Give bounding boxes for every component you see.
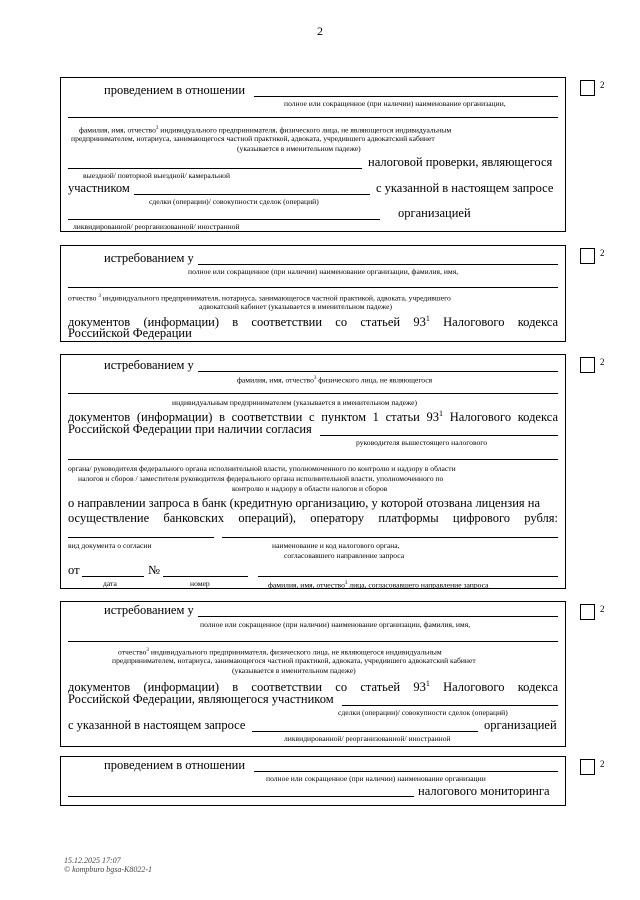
block4-line1-caption: полное или сокращенное (при наличии) наименование организации, фамилия, имя, (200, 620, 471, 629)
block5-line2-text: налогового мониторинга (418, 784, 550, 798)
fill-line[interactable] (198, 616, 558, 617)
block3-line1-caption: фамилия, имя, отчество$^3$ физического лица, не являющегося (237, 375, 433, 385)
block3-line3-text: документов (информации) в соответствии с пунктом 1 статьи $93^1$ Налогового кодекса (68, 409, 558, 425)
block1-line5-caption: выездной/ повторной выездной/ камеральной (83, 171, 231, 180)
block2-line2-caption: отчество $^3$ индивидуального предпринимателя, нотариуса, занимающегося частной практикой, адвоката, учредившего (68, 293, 451, 303)
block3-line4-caption: руководителя вышестоящего налогового (356, 438, 488, 447)
block3-line9-text: осуществление банковских операций), оператору платформы цифрового рубля: (68, 511, 558, 525)
block1-line7-text: организацией (398, 206, 471, 220)
block3-line11-num: № (148, 563, 160, 577)
footnote-marker: 2 (600, 80, 605, 90)
fill-line[interactable] (258, 576, 558, 577)
fill-line[interactable] (68, 537, 214, 538)
fill-line[interactable] (320, 435, 558, 436)
block3-line11-caption-fio: фамилия, имя, отчество$^3$ лица, согласовавшего направление запроса (268, 580, 489, 590)
fill-line[interactable] (134, 194, 370, 195)
block3-line5-caption: органа/ руководителя федерального органа исполнительной власти, уполномоченного по контролю и надзору в области (68, 464, 456, 473)
block2-line4-text: документов (информации) в соответствии со статьей $93^1$ Налогового кодекса (68, 314, 558, 330)
footer-source: © kompburo bgsa-K8022-1 (64, 865, 152, 874)
block1-line7-caption: ликвидированной/ реорганизованной/ иностранной (73, 222, 240, 231)
block-request-consent-checkbox[interactable] (580, 357, 595, 373)
block3-line10-caption-left: вид документа о согласии (68, 541, 152, 550)
block-tax-audit-checkbox[interactable] (580, 80, 595, 96)
block2-line5-text: Российской Федерации (68, 326, 192, 340)
block3-line11-from: от (68, 563, 80, 577)
block4-line6-caption: сделки (операции)/ совокупности сделок (операций) (338, 708, 508, 717)
block1-line2-caption: фамилия, имя, отчество$^3$ индивидуального предпринимателя, физического лица, не являющегося индивидуальным (79, 125, 452, 135)
fill-line[interactable] (254, 771, 558, 772)
block1-line6-right: с указанной в настоящем запросе (376, 181, 554, 195)
footer-timestamp: 15.12.2025 17:07 (64, 856, 121, 865)
fill-line[interactable] (68, 287, 558, 288)
block2-line1-text: истребованием у (104, 251, 194, 265)
block3-line11-caption-date: дата (103, 579, 117, 588)
block3-line10-caption-right-1: наименование и код налогового органа, (272, 541, 400, 550)
fill-line[interactable] (342, 705, 558, 706)
block3-line11-caption-number: номер (190, 579, 210, 588)
fill-line[interactable] (198, 264, 558, 265)
footnote-marker: 2 (600, 248, 605, 258)
fill-line[interactable] (163, 576, 248, 577)
block4-line7-left: с указанной в настоящем запросе (68, 718, 246, 732)
block-request-93-1-checkbox[interactable] (580, 248, 595, 264)
fill-line[interactable] (222, 537, 558, 538)
footnote-marker: 2 (600, 759, 605, 769)
block4-line4-caption: (указывается в именительном падеже) (232, 666, 356, 675)
block4-line2-caption: отчество$^3$ индивидуального предпринимателя, физического лица, не являющегося индивидуальным (118, 647, 442, 657)
block4-line7-right: организацией (484, 718, 557, 732)
block1-line6-left: участником (68, 181, 130, 195)
fill-line[interactable] (68, 796, 414, 797)
block3-line4-text: Российской Федерации при наличии согласия (68, 422, 312, 436)
fill-line[interactable] (68, 641, 558, 642)
block2-line1-caption: полное или сокращенное (при наличии) наименование организации, фамилия, имя, (188, 267, 459, 276)
fill-line[interactable] (68, 117, 558, 118)
block4-line6-text: Российской Федерации, являющегося участником (68, 692, 334, 706)
block3-line7-caption: контролю и надзору в области налогов и сборов (232, 484, 388, 493)
fill-line[interactable] (68, 168, 362, 169)
block1-line3-caption: предпринимателем, нотариуса, занимающегося частной практикой, адвоката, учредившего адвокатский кабинет (71, 134, 435, 143)
block1-line4-caption: (указывается в именительном падеже) (237, 144, 361, 153)
block-tax-monitoring-checkbox[interactable] (580, 759, 595, 775)
block5-line1-caption: полное или сокращенное (при наличии) наименование организации (266, 774, 486, 783)
footnote-marker: 2 (600, 357, 605, 367)
block3-line6-caption: налогов и сборов / заместителя руководителя федерального органа исполнительной власти, уполномоченного по (78, 474, 444, 483)
block4-line3-caption: предпринимателем, нотариуса, занимающегося частной практикой, адвоката, учредившего адвокатский кабинет (112, 656, 476, 665)
page-number: 2 (317, 24, 323, 38)
fill-line[interactable] (68, 459, 558, 460)
block4-line7-caption: ликвидированной/ реорганизованной/ иностранной (284, 734, 451, 743)
block3-line1-text: истребованием у (104, 358, 194, 372)
block1-line1-text: проведением в отношении (104, 83, 246, 97)
block1-line5-text: налоговой проверки, являющегося (368, 155, 553, 169)
fill-line[interactable] (82, 576, 144, 577)
block3-line8-text: о направлении запроса в банк (кредитную организацию, у которой отозвана лицензия на (68, 496, 541, 510)
footnote-marker: 2 (600, 604, 605, 614)
block3-line10-caption-right-2: согласовавшего направление запроса (284, 551, 405, 560)
block1-line1-caption: полное или сокращенное (при наличии) наименование организации, (284, 99, 506, 108)
fill-line[interactable] (198, 371, 558, 372)
block4-line5-text: документов (информации) в соответствии со статьей $93^1$ Налогового кодекса (68, 679, 558, 695)
block4-line1-text: истребованием у (104, 603, 194, 617)
fill-line[interactable] (68, 219, 380, 220)
block5-line1-text: проведением в отношении (104, 758, 246, 772)
block3-line2-caption: индивидуальным предпринимателем (указывается в именительном падеже) (172, 398, 418, 407)
fill-line[interactable] (252, 731, 478, 732)
block1-line6-caption: сделки (операции)/ совокупности сделок (операций) (149, 197, 319, 206)
block2-line3-caption: адвокатский кабинет (указывается в именительном падеже) (199, 302, 393, 311)
fill-line[interactable] (68, 393, 558, 394)
fill-line[interactable] (254, 96, 558, 97)
block-request-participant-checkbox[interactable] (580, 604, 595, 620)
